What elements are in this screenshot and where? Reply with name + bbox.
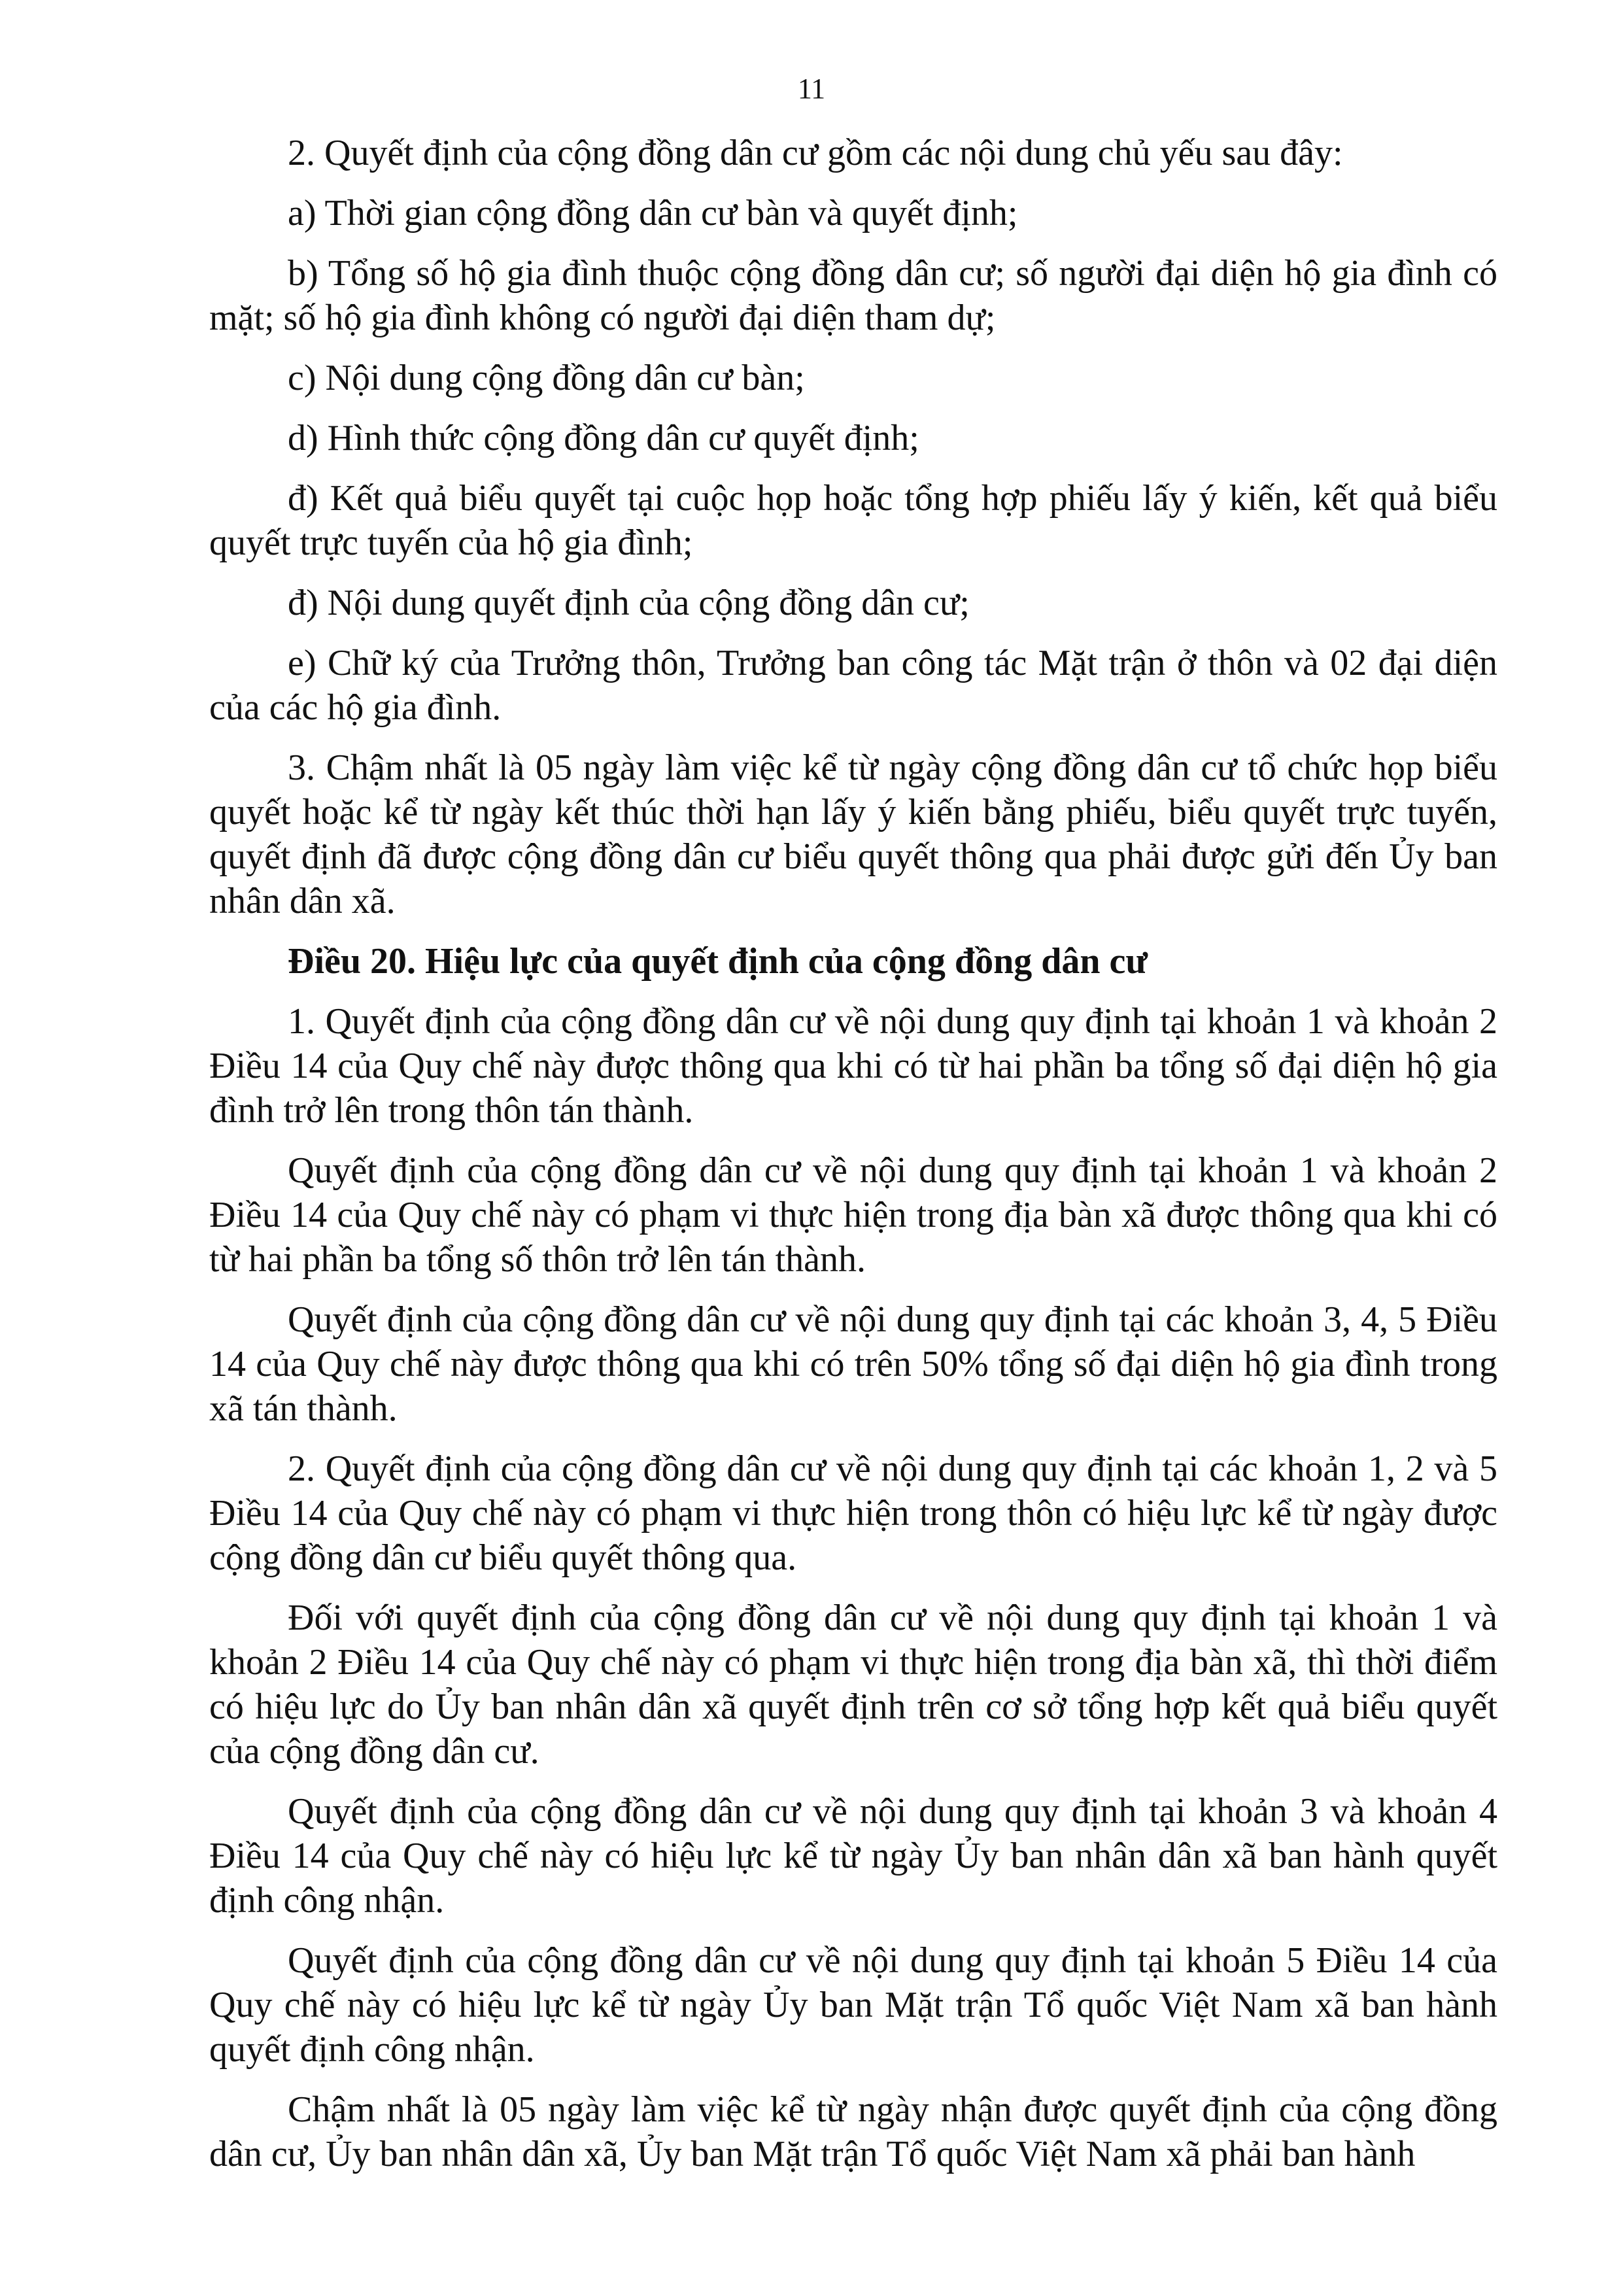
paragraph-clause-3: 3. Chậm nhất là 05 ngày làm việc kể từ ngày cộng đồng dân cư tổ chức họp biểu quyết hoặc kể từ ngày kết thúc thời hạn lấy ý kiến bằng phiếu, biểu quyết trực tuyến, quyết định đã được cộng đồng dân cư biểu quyết thông qua phải được gửi đến Ủy ban nhân dân xã. [209, 747, 1497, 921]
article-paragraph: Quyết định của cộng đồng dân cư về nội dung quy định tại khoản 3 và khoản 4 Điều 14 của Quy chế này có hiệu lực kể từ ngày Ủy ban nhân dân xã ban hành quyết định công nhận. [209, 1791, 1497, 1921]
article-paragraph: Đối với quyết định của cộng đồng dân cư về nội dung quy định tại khoản 1 và khoản 2 Điều 14 của Quy chế này có phạm vi thực hiện trong địa bàn xã, thì thời điểm có hiệu lực do Ủy ban nhân dân xã quyết định trên cơ sở tổng hợp kết quả biểu quyết của cộng đồng dân cư. [209, 1598, 1497, 1772]
paragraph-item-c: c) Nội dung cộng đồng dân cư bàn; [288, 358, 805, 398]
paragraph-item-dd-content: đ) Nội dung quyết định của cộng đồng dân cư; [288, 583, 970, 623]
article-heading: Điều 20. Hiệu lực của quyết định của cộng đồng dân cư [288, 941, 1148, 982]
article-paragraph: 2. Quyết định của cộng đồng dân cư về nội dung quy định tại các khoản 1, 2 và 5 Điều 14 của Quy chế này có phạm vi thực hiện trong thôn có hiệu lực kể từ ngày được cộng đồng dân cư biểu quyết thông qua. [209, 1448, 1497, 1578]
paragraph-item-a: a) Thời gian cộng đồng dân cư bàn và quyết định; [288, 193, 1018, 233]
article-paragraph: Quyết định của cộng đồng dân cư về nội dung quy định tại các khoản 3, 4, 5 Điều 14 của Quy chế này được thông qua khi có trên 50% tổng số đại diện hộ gia đình trong xã tán thành. [209, 1299, 1497, 1429]
article-paragraph: 1. Quyết định của cộng đồng dân cư về nội dung quy định tại khoản 1 và khoản 2 Điều 14 của Quy chế này được thông qua khi có từ hai phần ba tổng số đại diện hộ gia đình trở lên trong thôn tán thành. [209, 1001, 1497, 1131]
page-number: 11 [797, 73, 826, 105]
paragraph-item-dd-result: đ) Kết quả biểu quyết tại cuộc họp hoặc tổng hợp phiếu lấy ý kiến, kết quả biểu quyết trực tuyến của hộ gia đình; [209, 478, 1497, 563]
paragraph-clause-2: 2. Quyết định của cộng đồng dân cư gồm các nội dung chủ yếu sau đây: [288, 133, 1343, 173]
paragraph-item-d: d) Hình thức cộng đồng dân cư quyết định; [288, 418, 919, 458]
article-paragraph: Chậm nhất là 05 ngày làm việc kể từ ngày nhận được quyết định của cộng đồng dân cư, Ủy ban nhân dân xã, Ủy ban Mặt trận Tổ quốc Việt Nam xã phải ban hành [209, 2089, 1497, 2174]
paragraph-item-b: b) Tổng số hộ gia đình thuộc cộng đồng dân cư; số người đại diện hộ gia đình có mặt; số hộ gia đình không có người đại diện tham dự; [209, 253, 1497, 338]
article-paragraph: Quyết định của cộng đồng dân cư về nội dung quy định tại khoản 5 Điều 14 của Quy chế này có hiệu lực kể từ ngày Ủy ban Mặt trận Tổ quốc Việt Nam xã ban hành quyết định công nhận. [209, 1940, 1497, 2070]
paragraph-item-e: e) Chữ ký của Trưởng thôn, Trưởng ban công tác Mặt trận ở thôn và 02 đại diện của các hộ gia đình. [209, 643, 1497, 728]
document-body [209, 131, 1497, 2192]
article-paragraph: Quyết định của cộng đồng dân cư về nội dung quy định tại khoản 1 và khoản 2 Điều 14 của Quy chế này có phạm vi thực hiện trong địa bàn xã được thông qua khi có từ hai phần ba tổng số thôn trở lên tán thành. [209, 1150, 1497, 1280]
